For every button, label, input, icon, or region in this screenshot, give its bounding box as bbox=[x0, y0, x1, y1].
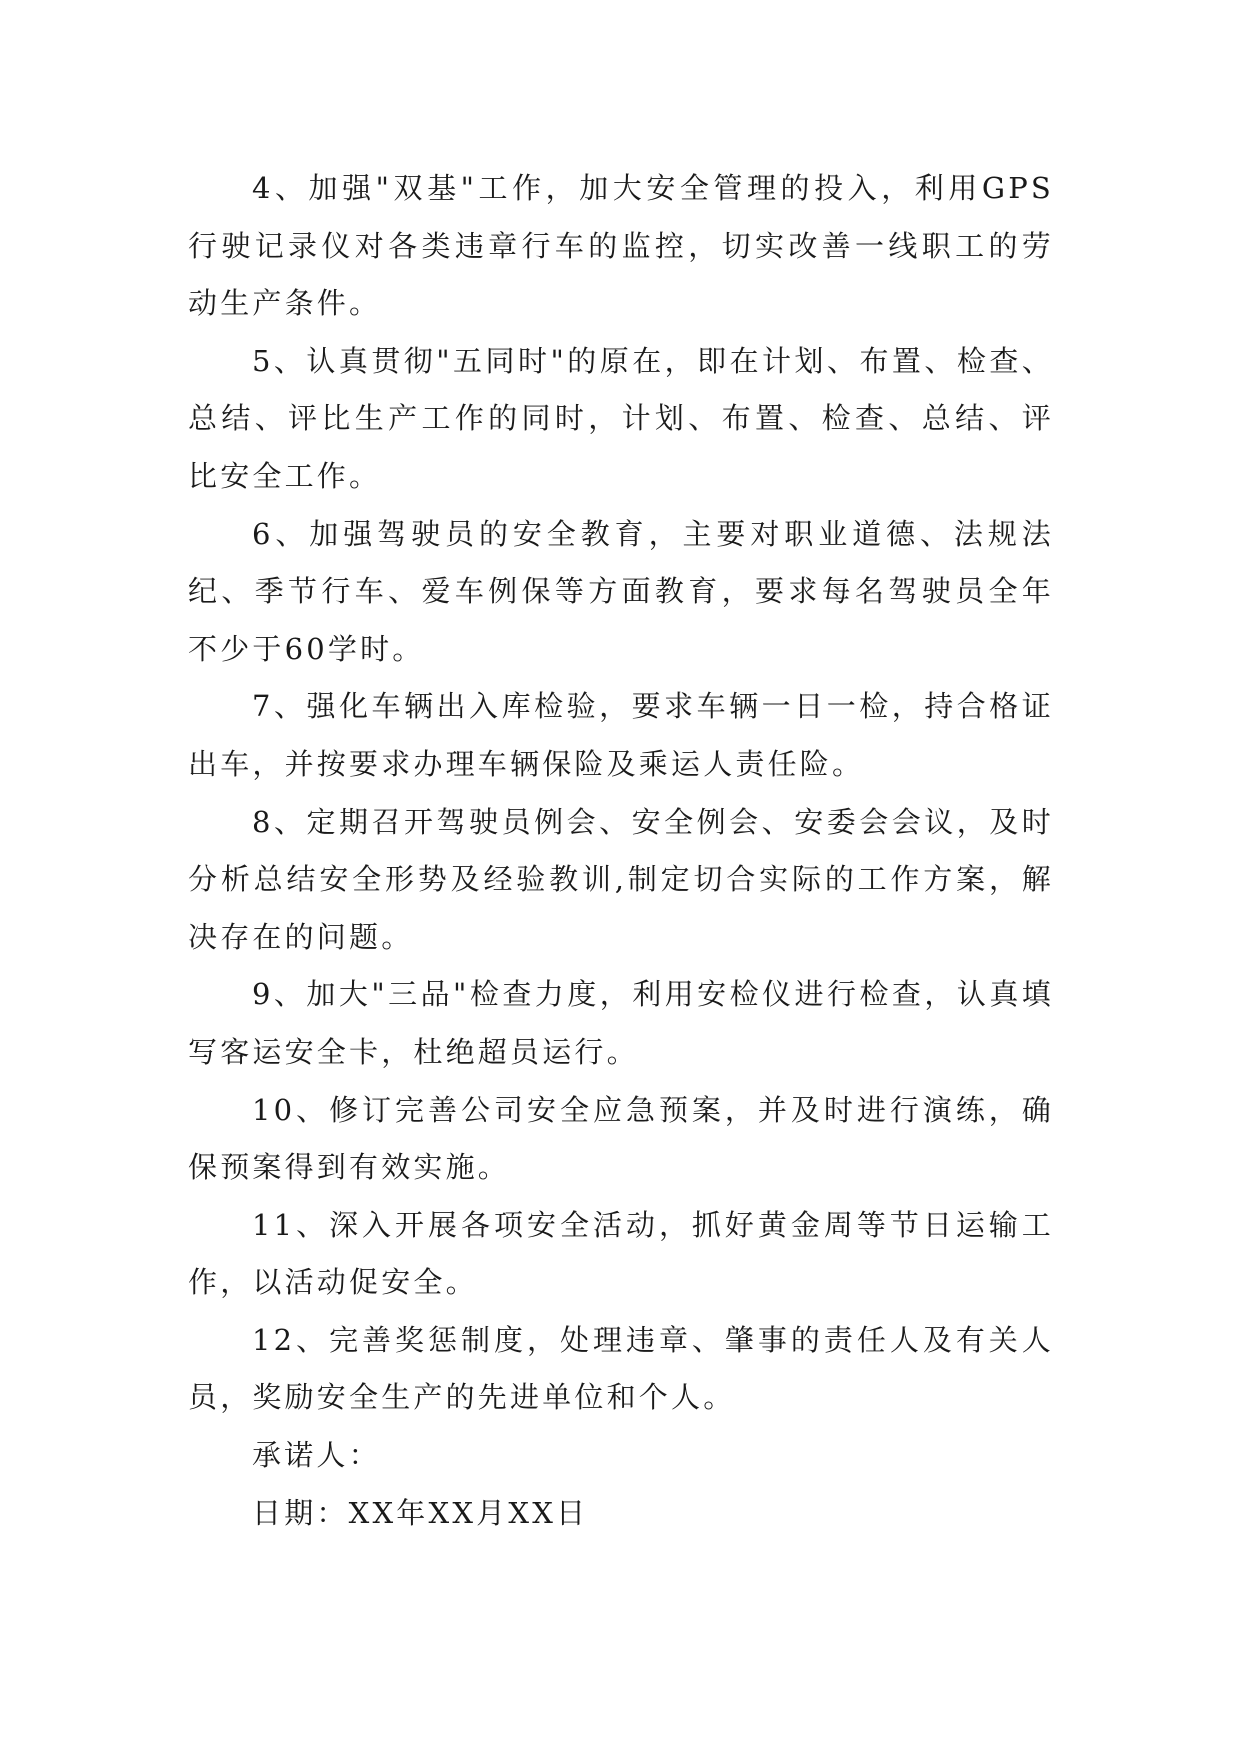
date-line: 日期：XX年XX月XX日 bbox=[252, 1495, 589, 1530]
paragraph-item-9: 9、加大"三品"检查力度，利用安检仪进行检查，认真填写客运安全卡，杜绝超员运行。 bbox=[188, 977, 1054, 1069]
paragraph-item-11: 11、深入开展各项安全活动，抓好黄金周等节日运输工作，以活动促安全。 bbox=[188, 1207, 1054, 1300]
paragraph-item-5: 5、认真贯彻"五同时"的原在，即在计划、布置、检查、总结、评比生产工作的同时，计划、布置、检查、总结、评比安全工作。 bbox=[188, 343, 1054, 493]
paragraph-item-12: 12、完善奖惩制度，处理违章、肇事的责任人及有关人员，奖励安全生产的先进单位和个人。 bbox=[188, 1322, 1054, 1415]
paragraph-item-6: 6、加强驾驶员的安全教育，主要对职业道德、法规法纪、季节行车、爱车例保等方面教育，要求每名驾驶员全年不少于60学时。 bbox=[188, 516, 1054, 666]
document-body bbox=[188, 160, 1054, 1542]
paragraph-item-10: 10、修订完善公司安全应急预案，并及时进行演练，确保预案得到有效实施。 bbox=[188, 1092, 1054, 1185]
paragraph-item-4: 4、加强"双基"工作，加大安全管理的投入，利用GPS行驶记录仪对各类违章行车的监控，切实改善一线职工的劳动生产条件。 bbox=[188, 171, 1054, 321]
paragraph-item-7: 7、强化车辆出入库检验，要求车辆一日一检，持合格证出车，并按要求办理车辆保险及乘运人责任险。 bbox=[188, 689, 1054, 781]
paragraph-item-8: 8、定期召开驾驶员例会、安全例会、安委会会议，及时分析总结安全形势及经验教训,制定切合实际的工作方案，解决存在的问题。 bbox=[188, 804, 1054, 954]
signer-label: 承诺人： bbox=[252, 1438, 381, 1473]
